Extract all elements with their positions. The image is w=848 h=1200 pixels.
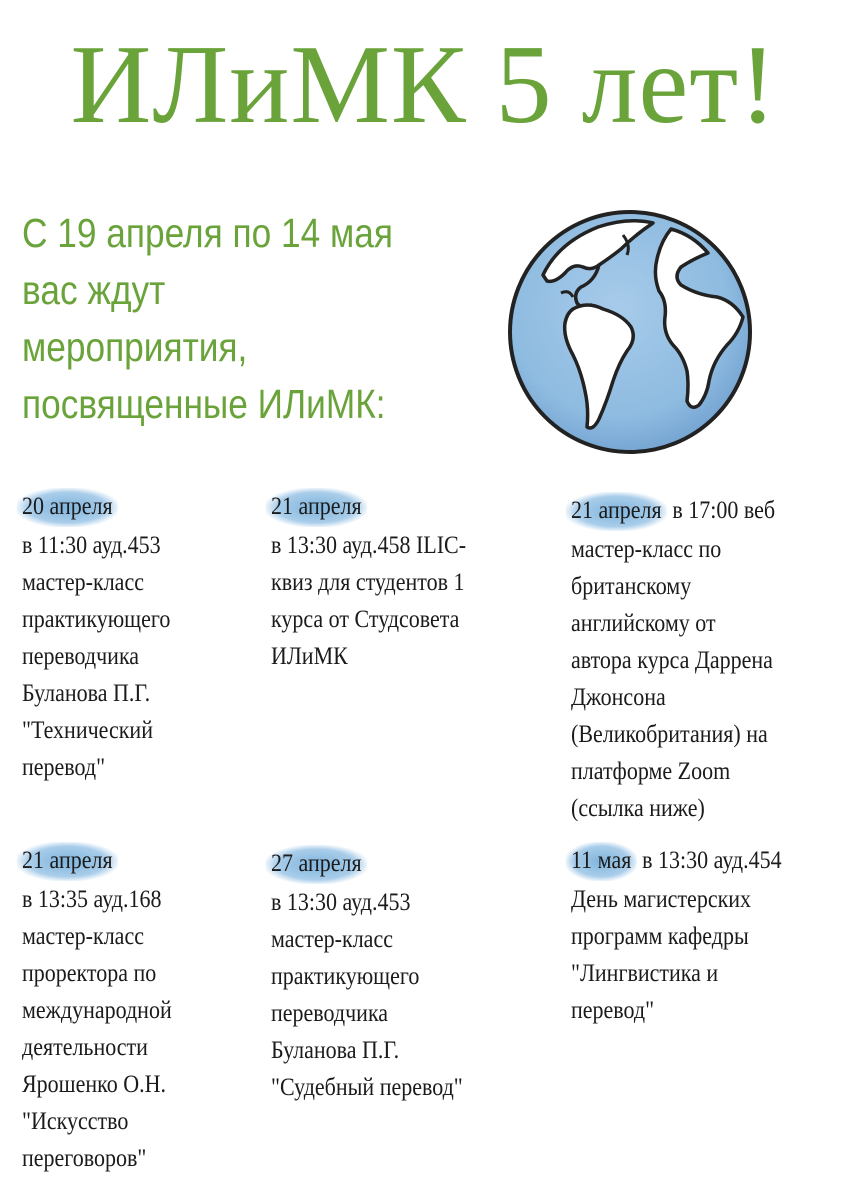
event-text: в 13:35 ауд.168 — [22, 886, 162, 913]
event-text: "Технический — [22, 717, 153, 744]
poster-title: ИЛиМК 5 лет! — [70, 23, 778, 147]
event-text: британскому — [571, 573, 692, 600]
event-text: практикующего — [271, 963, 420, 990]
intro-line: вас ждут — [22, 267, 166, 313]
event-card — [271, 488, 466, 675]
event-text: в 11:30 ауд.453 — [22, 532, 161, 559]
event-text: перевод" — [571, 997, 655, 1024]
event-date: 11 мая — [566, 842, 637, 881]
event-text: (Великобритания) на — [571, 721, 768, 748]
event-text: Ярошенко О.Н. — [22, 1071, 167, 1098]
event-date: 21 апреля — [17, 842, 118, 881]
event-text: английскому от — [571, 610, 716, 637]
event-text: переводчика — [271, 1000, 389, 1027]
event-text: программ кафедры — [571, 923, 749, 950]
event-text: Джонсона — [571, 684, 666, 711]
event-text: автора курса Даррена — [571, 647, 773, 674]
event-date: 21 апреля — [566, 492, 667, 531]
event-text: Буланова П.Г. — [271, 1037, 400, 1064]
event-text: мастер-класс по — [571, 536, 722, 563]
event-date: 21 апреля — [266, 488, 367, 527]
event-time: в 13:30 ауд.454 — [636, 847, 782, 874]
event-date: 20 апреля — [17, 488, 118, 527]
event-text: международной — [22, 997, 172, 1024]
event-card — [571, 492, 775, 827]
event-text: мастер-класс — [271, 926, 393, 953]
earth-globe-icon — [503, 205, 758, 460]
event-text: платформе Zoom — [571, 758, 731, 785]
event-text: квиз для студентов 1 — [271, 569, 465, 596]
event-date: 27 апреля — [266, 845, 367, 884]
event-text: "Лингвистика и — [571, 960, 719, 987]
event-text: проректора по — [22, 960, 157, 987]
event-text: "Судебный перевод" — [271, 1074, 463, 1101]
event-text: в 13:30 ауд.458 ILIC- — [271, 532, 467, 559]
event-text: мастер-класс — [22, 923, 144, 950]
event-text: Буланова П.Г. — [22, 680, 151, 707]
event-card — [271, 845, 463, 1106]
event-card — [22, 842, 172, 1177]
event-text: переговоров" — [22, 1145, 147, 1172]
event-text: День магистерских — [571, 886, 752, 913]
intro-line: посвященные ИЛиМК: — [22, 381, 386, 427]
event-text: (ссылка ниже) — [571, 795, 705, 822]
event-text: в 13:30 ауд.453 — [271, 889, 411, 916]
event-text: ИЛиМК — [271, 643, 348, 670]
intro-text — [22, 205, 426, 433]
event-text: "Искусство — [22, 1108, 129, 1135]
event-text: курса от Студсовета — [271, 606, 460, 633]
event-text: деятельности — [22, 1034, 148, 1061]
intro-line: С 19 апреля по 14 мая — [22, 210, 393, 256]
event-card — [571, 842, 782, 1029]
event-text: мастер-класс — [22, 569, 144, 596]
event-card — [22, 488, 170, 786]
event-text: переводчика — [22, 643, 140, 670]
event-text: перевод" — [22, 754, 106, 781]
event-time: в 17:00 веб — [666, 497, 776, 524]
intro-line: мероприятия, — [22, 324, 248, 370]
event-text: практикующего — [22, 606, 171, 633]
